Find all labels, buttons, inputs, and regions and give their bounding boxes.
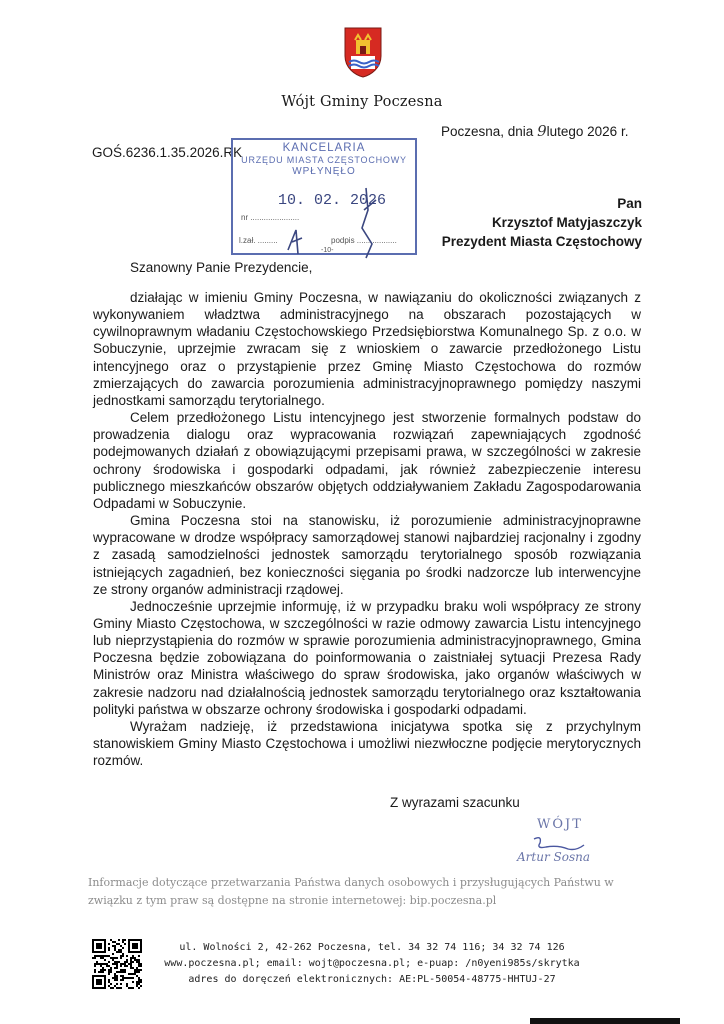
- day-handwritten: 9: [537, 122, 547, 140]
- stamp-line-3: WPŁYNĘŁO: [292, 166, 356, 177]
- privacy-note: Informacje dotyczące przetwarzania Państwa danych osobowych i przysługujących Państwu w związku z tym praw są dostępne na stronie internetowej: bip.poczesna.pl: [88, 876, 614, 907]
- stamp-attachments-label: l.zał. .........: [239, 236, 278, 245]
- footer-edelivery: adres do doręczeń elektronicznych: AE:PL-50054-48775-HHTUJ-27: [188, 974, 556, 985]
- coat-of-arms-icon: [343, 26, 383, 78]
- closing-phrase: Z wyrazami szacunku: [390, 795, 520, 810]
- scan-edge: [530, 1018, 680, 1024]
- stamp-line-2: URZĘDU MIASTA CZĘSTOCHOWY: [241, 155, 407, 165]
- recipient-position: Prezydent Miasta Częstochowy: [441, 234, 642, 249]
- footer-web-email: www.poczesna.pl; email: wojt@poczesna.pl; e-puap: /n0yeni985s/skrytka: [164, 958, 580, 969]
- stamp-nr-label: nr ......................: [241, 213, 300, 222]
- paragraph: Celem przedłożonego Listu intencyjnego jest stworzenie formalnych podstaw do prowadzenia dialogu oraz wypracowania rozwiązań zapewniających zgodność podejmowanych działań z obowiązującymi przepisami prawa, w szczególności w zakresie ochrony środowiska i gospodarki odpadami, jak również zabezpieczenie interesu publicznego mieszkańców obszarów objętych oddziaływaniem Zakładu Zagospodarowania Odpadami w Sobuczynie.: [93, 410, 641, 511]
- footer-contact: [162, 940, 582, 988]
- stamp-line-1: KANCELARIA: [282, 142, 366, 154]
- recipient-name: Krzysztof Matyjaszczyk: [491, 215, 642, 230]
- issuer-title: Wójt Gminy Poczesna: [281, 94, 443, 110]
- recipient-block: [442, 194, 642, 251]
- stamp-number: -10-: [321, 247, 334, 254]
- paragraph: Wyrażam nadzieję, iż przedstawiona inicjatywa spotka się z przychylnym stanowiskiem Gminy Miasto Częstochowa i umożliwi niezwłoczne podjęcie merytorycznych rozmów.: [93, 718, 641, 769]
- place-label: Poczesna, dnia: [441, 124, 534, 139]
- paragraph: działając w imieniu Gminy Poczesna, w nawiązaniu do okoliczności związanych z wykonywaniem władztwa administracyjnego na obszarach pozostających w cywilnoprawnym władaniu Częstochowskiego Przedsiębiorstwa Komunalnego Sp. z o.o. w Sobuczynie, uprzejmie zwracam się z wnioskiem o zawarcie przedłożonego Listu intencyjnego oraz o przystąpienie przez Gminę Miasto Częstochowa do rozmów zmierzających do zawarcia porozumienia administracyjnoprawnego pomiędzy naszymi jednostkami samorządu terytorialnego.: [93, 290, 641, 408]
- paragraph: Gmina Poczesna stoi na stanowisku, iż porozumienie administracyjnoprawne wypracowane w drodze współpracy samorządowej stanowi najbardziej racjonalny i zgodny z zasadą samodzielności jednostek samorządu terytorialnego sposób rozwiązania istniejących zagadnień, bez konieczności sięgania po środki nadzorcze lub interwencyjne ze strony organów administracji rządowej.: [93, 513, 641, 597]
- stamp-date: 10. 02. 2026: [278, 192, 387, 209]
- letter-body: [93, 289, 641, 769]
- place-date: [441, 122, 628, 140]
- greeting: Szanowny Panie Prezydencie,: [130, 260, 313, 275]
- qr-code-icon: [92, 939, 142, 989]
- stamp-handwritten-signature: [258, 180, 388, 260]
- signature-title-stamp: WÓJT: [537, 817, 583, 832]
- stamp-signature-label: podpis ..................: [331, 236, 397, 245]
- footer-address: ul. Wolności 2, 42-262 Poczesna, tel. 34 32 74 116; 34 32 74 126: [179, 942, 565, 953]
- reference-number: GOŚ.6236.1.35.2026.RK: [92, 145, 243, 160]
- paragraph: Jednocześnie uprzejmie informuję, iż w przypadku braku woli współpracy ze strony Gminy Miasto Częstochowa, w szczególności w razie odmowy zawarcia Listu intencyjnego lub nieprzystąpienia do rozmów w sprawie porozumienia administracyjnoprawnego, Gmina Poczesna będzie zobowiązana do poinformowania o zaistniałej sytuacji Prezesa Rady Ministrów oraz Ministra właściwego do spraw środowiska, jako organów właściwych w zakresie nadzoru nad działalnością jednostek samorządu terytorialnego oraz kształtowania polityki państwa w obszarze ochrony środowiska i gospodarki odpadami.: [93, 598, 641, 717]
- signature-name-stamp: Artur Sosna: [517, 850, 590, 864]
- recipient-salutation: Pan: [617, 196, 642, 211]
- month-year: lutego 2026 r.: [546, 124, 629, 139]
